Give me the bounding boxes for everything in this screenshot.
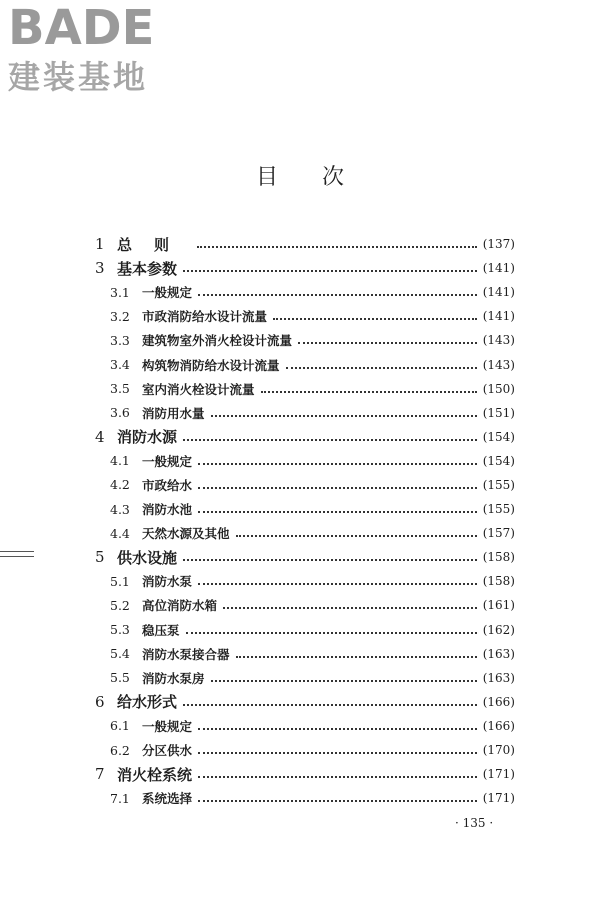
toc-entry[interactable] bbox=[95, 352, 515, 376]
toc-leader-dots bbox=[211, 678, 477, 682]
toc-entry-page: (166) bbox=[482, 694, 515, 709]
toc-entry-label: 构筑物消防给水设计流量 bbox=[142, 357, 280, 373]
toc-entry[interactable] bbox=[95, 425, 515, 449]
toc-entry-label: 室内消火栓设计流量 bbox=[142, 381, 255, 397]
toc-entry[interactable] bbox=[95, 738, 515, 762]
margin-mark bbox=[0, 551, 34, 557]
toc-entry[interactable] bbox=[95, 401, 515, 425]
toc-entry-label: 建筑物室外消火栓设计流量 bbox=[142, 333, 293, 349]
toc-leader-dots bbox=[286, 365, 477, 369]
toc-entry-label: 消防水源 bbox=[117, 428, 178, 447]
toc-entry-label: 市政给水 bbox=[142, 477, 193, 493]
toc-entry-label: 分区供水 bbox=[142, 743, 193, 759]
toc-entry[interactable] bbox=[95, 328, 515, 352]
toc-entry-number: 7.1 bbox=[110, 790, 130, 806]
toc-leader-dots bbox=[198, 292, 477, 296]
page-number: · 135 · bbox=[455, 816, 494, 830]
toc-leader-dots bbox=[298, 340, 477, 344]
toc-entry-number: 3.2 bbox=[110, 308, 130, 324]
toc-entry[interactable] bbox=[95, 762, 515, 786]
logo-wordmark: BADE bbox=[8, 0, 155, 56]
toc-entry-page: (161) bbox=[482, 598, 515, 613]
toc-entry-label: 一般规定 bbox=[142, 285, 193, 301]
toc-entry-number: 3.6 bbox=[110, 405, 130, 421]
toc-leader-dots bbox=[198, 509, 477, 513]
toc-entry-number: 3.4 bbox=[110, 357, 130, 373]
logo-tagline: 建装基地 bbox=[8, 58, 149, 96]
toc-entry-page: (137) bbox=[482, 237, 515, 252]
table-of-contents bbox=[95, 232, 515, 810]
toc-leader-dots bbox=[198, 750, 477, 754]
toc-entry[interactable] bbox=[95, 666, 515, 690]
toc-entry[interactable] bbox=[95, 642, 515, 666]
toc-entry-page: (150) bbox=[482, 381, 515, 396]
toc-entry-page: (157) bbox=[482, 526, 515, 541]
toc-leader-dots bbox=[261, 389, 477, 393]
toc-leader-dots bbox=[183, 557, 477, 561]
toc-entry[interactable] bbox=[95, 497, 515, 521]
toc-entry-number: 6.2 bbox=[110, 742, 130, 758]
toc-entry-number: 3.3 bbox=[110, 332, 130, 348]
toc-entry-number: 4.4 bbox=[110, 525, 130, 541]
toc-entry-label: 系统选择 bbox=[142, 791, 193, 807]
toc-leader-dots bbox=[198, 581, 477, 585]
toc-leader-dots bbox=[198, 774, 477, 778]
toc-entry-label: 市政消防给水设计流量 bbox=[142, 309, 268, 325]
toc-entry-label: 基本参数 bbox=[117, 259, 178, 278]
toc-leader-dots bbox=[198, 485, 477, 489]
toc-leader-dots bbox=[223, 605, 477, 609]
toc-entry-label: 高位消防水箱 bbox=[142, 598, 218, 614]
toc-entry-number: 6.1 bbox=[110, 718, 130, 734]
toc-entry-number: 5.1 bbox=[110, 573, 130, 589]
toc-entry-page: (154) bbox=[482, 429, 515, 444]
toc-entry-number: 4.1 bbox=[110, 453, 130, 469]
toc-entry-number: 6 bbox=[95, 692, 105, 711]
toc-entry[interactable] bbox=[95, 618, 515, 642]
toc-entry-page: (143) bbox=[482, 357, 515, 372]
toc-entry-number: 4 bbox=[95, 427, 105, 446]
toc-entry-page: (162) bbox=[482, 622, 515, 637]
toc-entry-label: 消防水泵 bbox=[142, 574, 193, 590]
toc-entry-page: (171) bbox=[482, 791, 515, 806]
toc-entry-label: 一般规定 bbox=[142, 718, 193, 734]
toc-entry-label: 消防用水量 bbox=[142, 405, 205, 421]
toc-entry-number: 4.2 bbox=[110, 477, 130, 493]
toc-entry-page: (170) bbox=[482, 743, 515, 758]
toc-entry-number: 3.5 bbox=[110, 381, 130, 397]
toc-entry-number: 5.2 bbox=[110, 597, 130, 613]
toc-entry-page: (163) bbox=[482, 670, 515, 685]
page-title: 目次 bbox=[255, 165, 388, 190]
toc-entry-page: (141) bbox=[482, 285, 515, 300]
toc-leader-dots bbox=[183, 702, 477, 706]
toc-leader-dots bbox=[198, 461, 477, 465]
toc-leader-dots bbox=[236, 533, 477, 537]
toc-entry-label: 天然水源及其他 bbox=[142, 526, 230, 542]
toc-leader-dots bbox=[198, 726, 477, 730]
toc-entry-page: (158) bbox=[482, 550, 515, 565]
toc-entry-label: 消防水泵房 bbox=[142, 670, 205, 686]
toc-leader-dots bbox=[236, 654, 477, 658]
toc-entry[interactable] bbox=[95, 304, 515, 328]
toc-entry-label: 稳压泵 bbox=[142, 622, 180, 638]
toc-entry-label: 消防水池 bbox=[142, 502, 193, 518]
toc-entry-number: 7 bbox=[95, 765, 105, 784]
toc-entry-number: 5.3 bbox=[110, 622, 130, 638]
toc-entry[interactable] bbox=[95, 593, 515, 617]
toc-entry-page: (141) bbox=[482, 261, 515, 276]
toc-entry-label: 一般规定 bbox=[142, 453, 193, 469]
toc-entry-number: 3 bbox=[95, 259, 105, 278]
toc-entry[interactable] bbox=[95, 690, 515, 714]
toc-entry-page: (151) bbox=[482, 405, 515, 420]
toc-leader-dots bbox=[186, 630, 477, 634]
toc-entry-number: 5.5 bbox=[110, 670, 130, 686]
toc-entry[interactable] bbox=[95, 569, 515, 593]
toc-entry-page: (158) bbox=[482, 574, 515, 589]
toc-entry-page: (155) bbox=[482, 502, 515, 517]
toc-entry[interactable] bbox=[95, 232, 515, 256]
toc-entry-page: (155) bbox=[482, 477, 515, 492]
toc-entry-label: 总则 bbox=[117, 235, 192, 254]
toc-entry-number: 5.4 bbox=[110, 646, 130, 662]
toc-leader-dots bbox=[183, 437, 477, 441]
toc-leader-dots bbox=[197, 244, 477, 248]
toc-entry-number: 5 bbox=[95, 548, 105, 567]
toc-entry-page: (163) bbox=[482, 646, 515, 661]
toc-entry[interactable] bbox=[95, 714, 515, 738]
toc-entry-label: 给水形式 bbox=[117, 693, 178, 712]
toc-entry[interactable] bbox=[95, 473, 515, 497]
toc-entry-page: (166) bbox=[482, 718, 515, 733]
toc-entry[interactable] bbox=[95, 256, 515, 280]
toc-entry-page: (154) bbox=[482, 453, 515, 468]
bade-logo bbox=[8, 0, 178, 96]
toc-entry-label: 消防水泵接合器 bbox=[142, 646, 230, 662]
toc-leader-dots bbox=[211, 413, 477, 417]
toc-entry-page: (141) bbox=[482, 309, 515, 324]
toc-entry-label: 供水设施 bbox=[117, 548, 178, 567]
toc-entry-number: 4.3 bbox=[110, 501, 130, 517]
toc-entry[interactable] bbox=[95, 449, 515, 473]
toc-entry-label: 消火栓系统 bbox=[117, 765, 193, 784]
toc-entry-number: 3.1 bbox=[110, 284, 130, 300]
toc-entry-number: 1 bbox=[95, 235, 105, 254]
toc-entry[interactable] bbox=[95, 545, 515, 569]
toc-entry[interactable] bbox=[95, 521, 515, 545]
toc-leader-dots bbox=[183, 268, 477, 272]
toc-entry-page: (143) bbox=[482, 333, 515, 348]
toc-entry[interactable] bbox=[95, 786, 515, 810]
toc-entry-page: (171) bbox=[482, 767, 515, 782]
toc-entry[interactable] bbox=[95, 280, 515, 304]
toc-leader-dots bbox=[273, 316, 477, 320]
toc-entry[interactable] bbox=[95, 377, 515, 401]
toc-leader-dots bbox=[198, 798, 477, 802]
